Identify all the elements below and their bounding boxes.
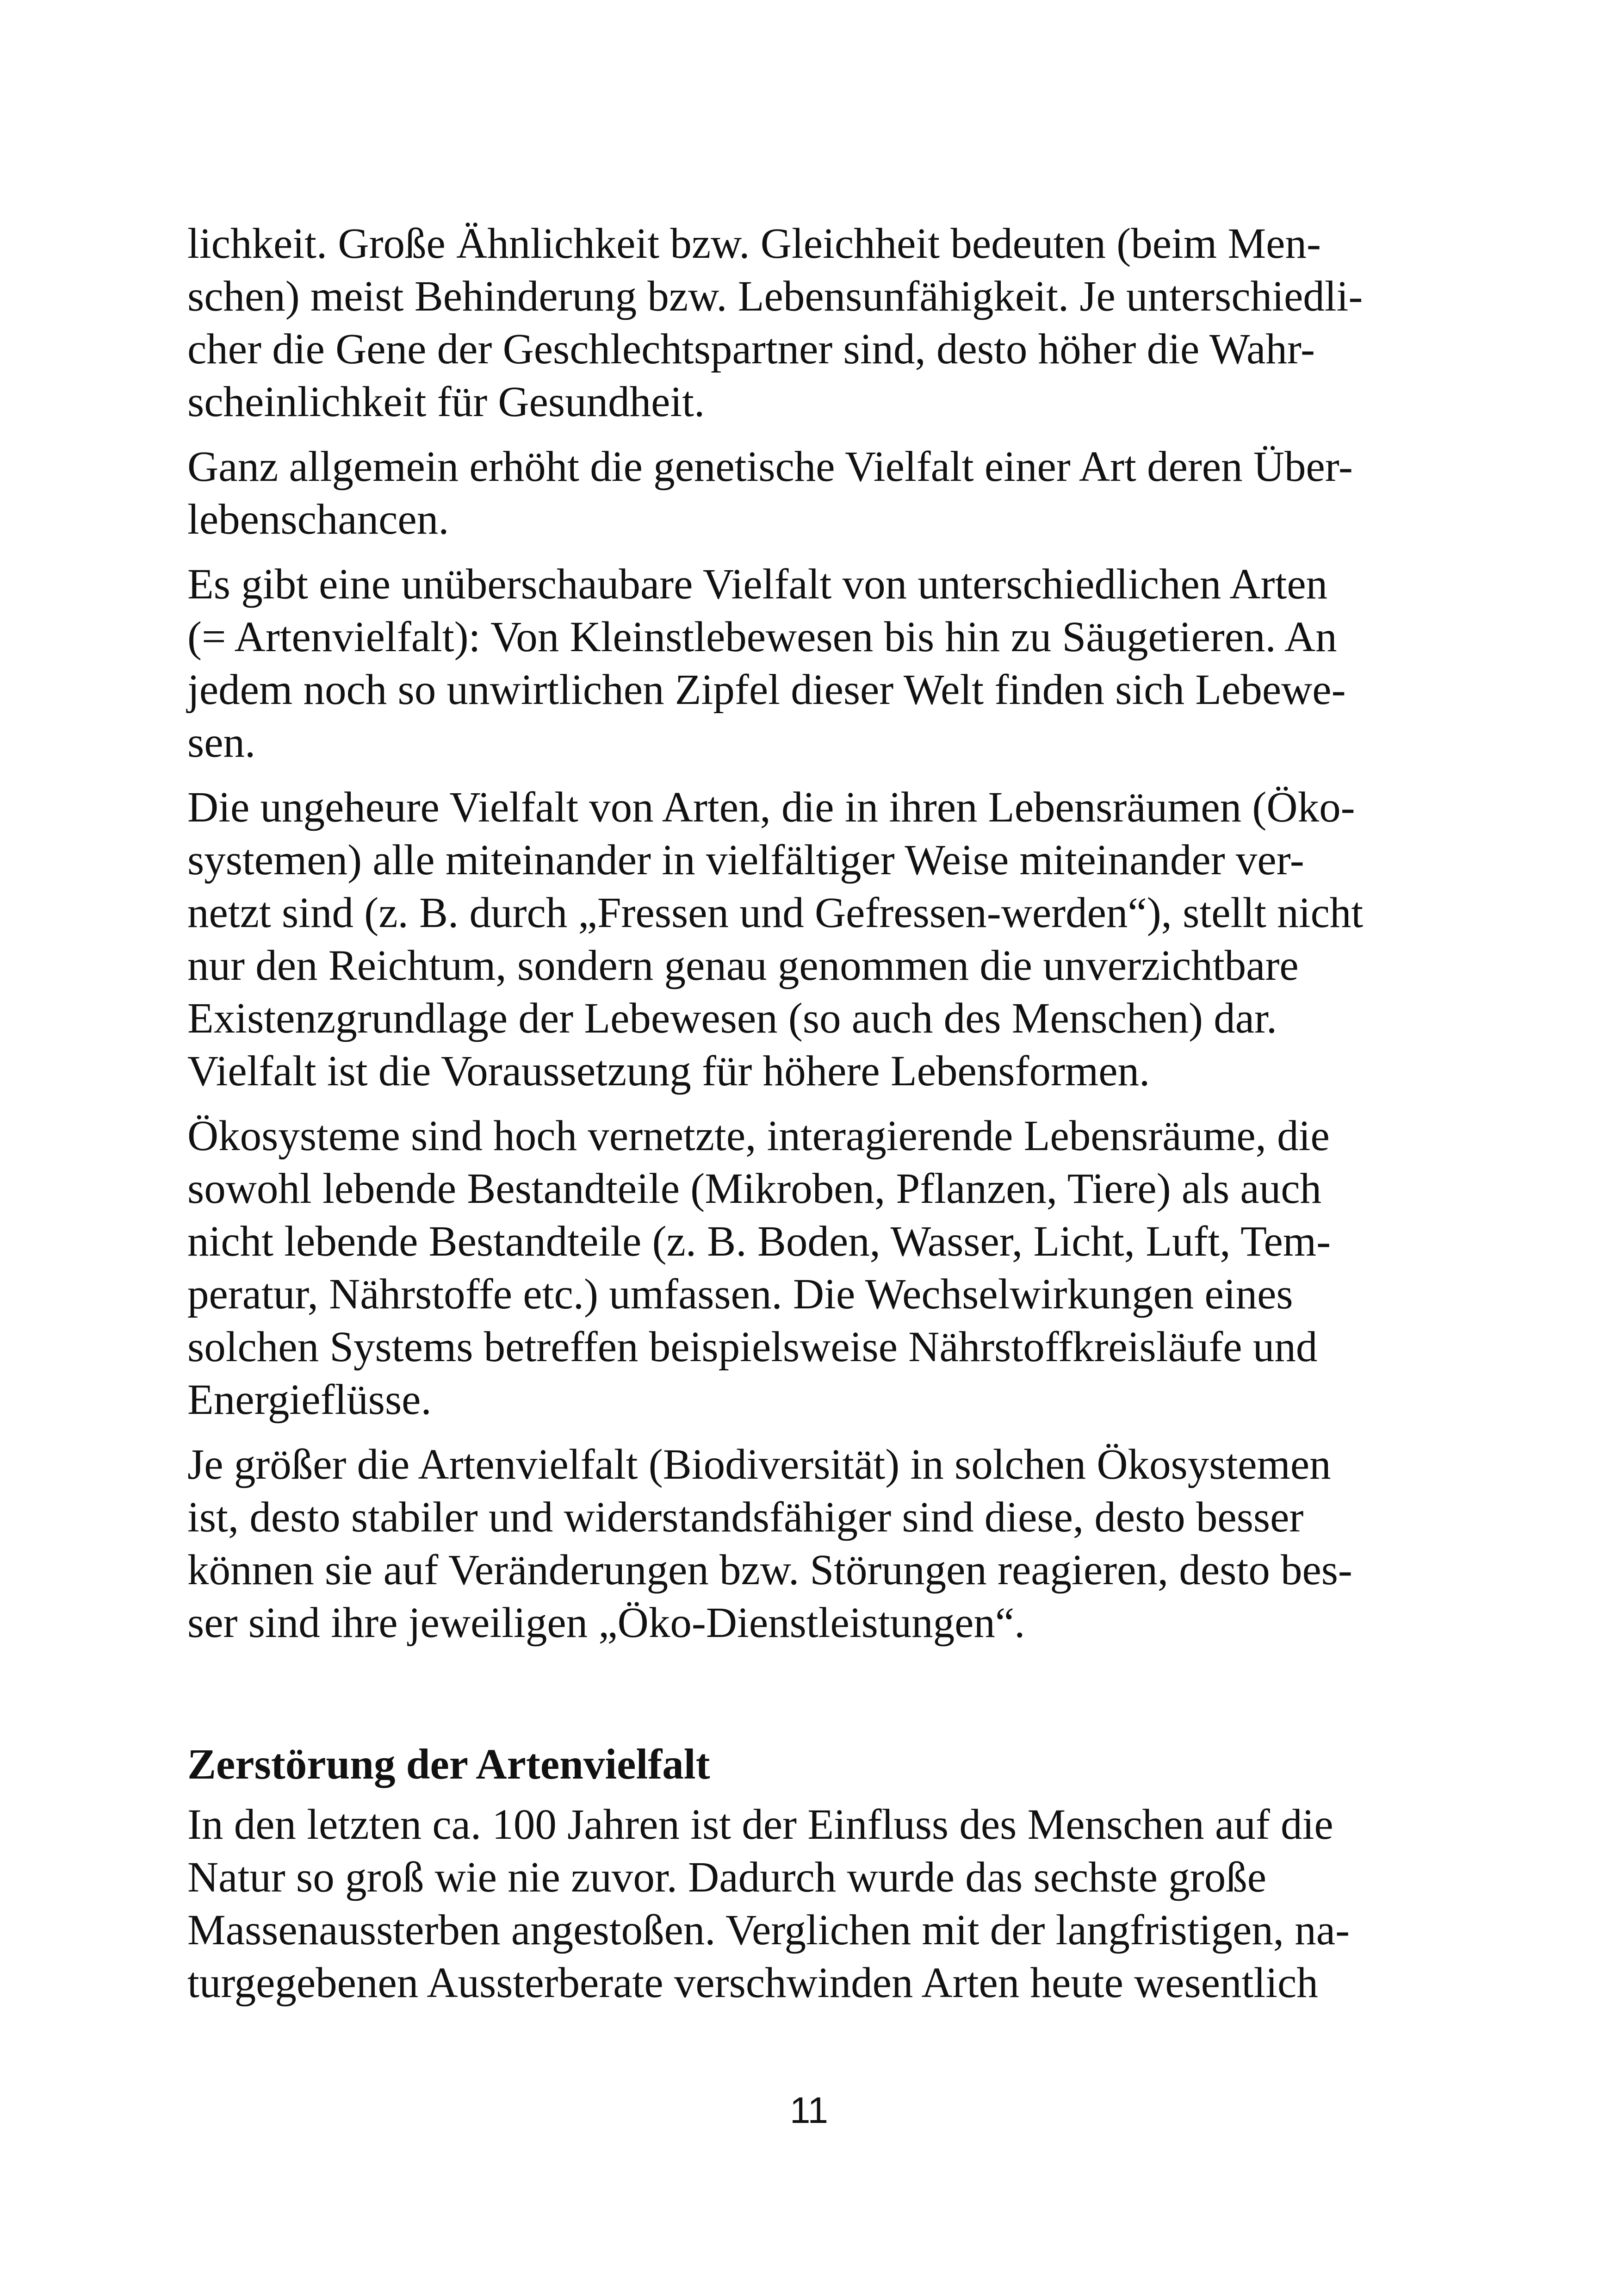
text-line: Je größer die Artenvielfalt (Biodiversität) in solchen Ökosystemen	[187, 1441, 1331, 1488]
section-heading: Zerstörung der Artenvielfalt	[187, 1741, 710, 1788]
text-line: Energieflüsse.	[187, 1376, 432, 1424]
text-line: Natur so groß wie nie zuvor. Dadurch wurde das sechste große	[187, 1854, 1267, 1901]
text-line: ist, desto stabiler und widerstandsfähiger sind diese, desto besser	[187, 1493, 1304, 1541]
text-line: Es gibt eine unüberschaubare Vielfalt von unterschiedlichen Arten	[187, 560, 1328, 608]
paragraph-1	[187, 218, 1437, 429]
text-line: scheinlichkeit für Gesundheit.	[187, 378, 705, 426]
page-number: 11	[789, 2090, 829, 2131]
text-line: systemen) alle miteinander in vielfältiger Weise miteinander ver-	[187, 836, 1304, 884]
text-line: turgegebenen Aussterberate verschwinden Arten heute wesentlich	[187, 1959, 1318, 2007]
text-line: Vielfalt ist die Voraussetzung für höhere Lebensformen.	[187, 1047, 1150, 1095]
text-line: cher die Gene der Geschlechtspartner sind, desto höher die Wahr-	[187, 325, 1315, 373]
section-paragraph	[187, 1798, 1437, 2010]
text-line: nur den Reichtum, sondern genau genommen die unverzichtbare	[187, 942, 1299, 989]
page-body	[187, 218, 1437, 2022]
paragraph-5	[187, 1110, 1437, 1426]
text-line: solchen Systems betreffen beispielsweise Nährstoffkreisläufe und	[187, 1323, 1318, 1371]
text-line: sowohl lebende Bestandteile (Mikroben, Pflanzen, Tiere) als auch	[187, 1165, 1321, 1213]
text-line: Ganz allgemein erhöht die genetische Vielfalt einer Art deren Über-	[187, 443, 1353, 491]
paragraph-2	[187, 441, 1437, 546]
text-line: lichkeit. Große Ähnlichkeit bzw. Gleichheit bedeuten (beim Men-	[187, 220, 1321, 268]
text-line: (= Artenvielfalt): Von Kleinstlebewesen bis hin zu Säugetieren. An	[187, 613, 1337, 661]
paragraph-3	[187, 558, 1437, 769]
text-line: peratur, Nährstoffe etc.) umfassen. Die Wechselwirkungen eines	[187, 1270, 1293, 1318]
paragraph-4	[187, 781, 1437, 1098]
text-line: Massenaussterben angestoßen. Verglichen mit der langfristigen, na-	[187, 1906, 1350, 1954]
text-line: ser sind ihre jeweiligen „Öko-Dienstleistungen“.	[187, 1599, 1025, 1647]
text-line: Ökosysteme sind hoch vernetzte, interagierende Lebensräume, die	[187, 1112, 1330, 1160]
text-line: In den letzten ca. 100 Jahren ist der Einfluss des Menschen auf die	[187, 1801, 1333, 1848]
paragraph-6	[187, 1438, 1437, 1649]
text-line: Die ungeheure Vielfalt von Arten, die in ihren Lebensräumen (Öko-	[187, 784, 1355, 831]
text-line: netzt sind (z. B. durch „Fressen und Gefressen-werden“), stellt nicht	[187, 889, 1364, 937]
text-line: Existenzgrundlage der Lebewesen (so auch des Menschen) dar.	[187, 995, 1277, 1042]
text-line: können sie auf Veränderungen bzw. Störungen reagieren, desto bes-	[187, 1546, 1352, 1594]
text-line: jedem noch so unwirtlichen Zipfel dieser Welt finden sich Lebewe-	[187, 666, 1346, 714]
text-line: lebenschancen.	[187, 496, 449, 543]
text-line: sen.	[187, 719, 256, 766]
text-line: nicht lebende Bestandteile (z. B. Boden, Wasser, Licht, Luft, Tem-	[187, 1218, 1331, 1265]
text-line: schen) meist Behinderung bzw. Lebensunfähigkeit. Je unterschiedli-	[187, 273, 1363, 320]
